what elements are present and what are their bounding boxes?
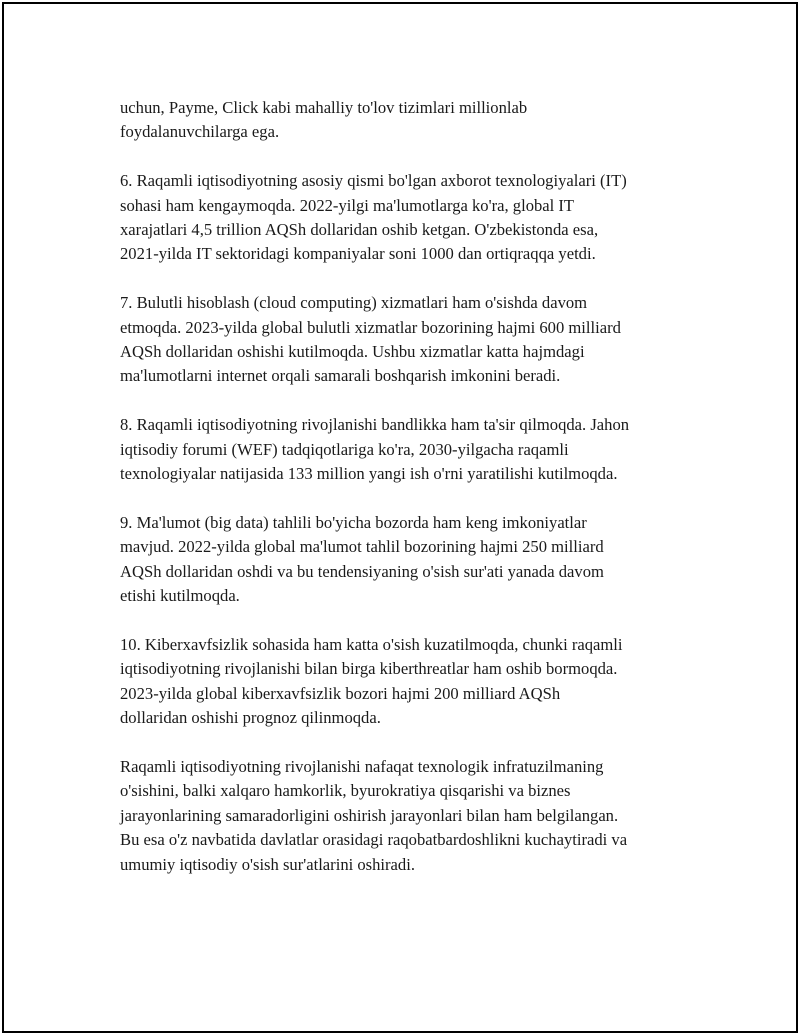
text-line: AQSh dollaridan oshishi kutilmoqda. Ushbu xizmatlar katta hajmdagi [120, 342, 585, 362]
paragraph-item-10 [120, 633, 700, 731]
paragraph-item-7 [120, 291, 700, 389]
text-line: dollaridan oshishi prognoz qilinmoqda. [120, 708, 381, 728]
document-body [120, 96, 700, 901]
text-line: texnologiyalar natijasida 133 million yangi ish o'rni yaratilishi kutilmoqda. [120, 464, 618, 484]
text-line: mavjud. 2022-yilda global ma'lumot tahlil bozorining hajmi 250 milliard [120, 537, 604, 557]
paragraph-item-6 [120, 169, 700, 267]
text-line: 2021-yilda IT sektoridagi kompaniyalar soni 1000 dan ortiqraqqa yetdi. [120, 244, 596, 264]
text-line: 6. Raqamli iqtisodiyotning asosiy qismi bo'lgan axborot texnologiyalari (IT) [120, 171, 627, 191]
text-line: iqtisodiy forumi (WEF) tadqiqotlariga ko'ra, 2030-yilgacha raqamli [120, 439, 569, 459]
paragraph-item-9 [120, 511, 700, 609]
text-line: umumiy iqtisodiy o'sish sur'atlarini oshiradi. [120, 854, 415, 874]
text-line: jarayonlarining samaradorligini oshirish jarayonlari bilan ham belgilangan. [120, 805, 619, 825]
text-line: Bu esa o'z navbatida davlatlar orasidagi raqobatbardoshlikni kuchaytiradi va [120, 830, 628, 850]
page-frame [2, 2, 798, 1033]
text-line: AQSh dollaridan oshdi va bu tendensiyaning o'sish sur'ati yanada davom [120, 561, 604, 581]
text-line: etishi kutilmoqda. [120, 586, 240, 606]
text-line: ma'lumotlarni internet orqali samarali boshqarish imkonini beradi. [120, 366, 561, 386]
text-line: 8. Raqamli iqtisodiyotning rivojlanishi bandlikka ham ta'sir qilmoqda. Jahon [120, 415, 630, 435]
paragraph-conclusion [120, 755, 700, 877]
text-line: etmoqda. 2023-yilda global bulutli xizmatlar bozorining hajmi 600 milliard [120, 317, 621, 337]
paragraph-item-8 [120, 413, 700, 486]
text-line: sohasi ham kengaymoqda. 2022-yilgi ma'lumotlarga ko'ra, global IT [120, 195, 575, 215]
text-line: 7. Bulutli hisoblash (cloud computing) xizmatlari ham o'sishda davom [120, 293, 588, 313]
text-line: uchun, Payme, Click kabi mahalliy to'lov tizimlari millionlab [120, 98, 528, 117]
text-line: 2023-yilda global kiberxavfsizlik bozori hajmi 200 milliard AQSh [120, 683, 561, 703]
text-line: Raqamli iqtisodiyotning rivojlanishi nafaqat texnologik infratuzilmaning [120, 756, 604, 776]
text-line: 9. Ma'lumot (big data) tahlili bo'yicha bozorda ham keng imkoniyatlar [120, 512, 587, 532]
text-line: iqtisodiyotning rivojlanishi bilan birga kiberthreatlar ham oshib bormoqda. [120, 659, 618, 679]
text-line: foydalanuvchilarga ega. [120, 122, 280, 142]
text-line: xarajatlari 4,5 trillion AQSh dollaridan oshib ketgan. O'zbekistonda esa, [120, 220, 599, 240]
paragraph-continuation [120, 96, 700, 145]
text-line: o'sishini, balki xalqaro hamkorlik, byurokratiya qisqarishi va biznes [120, 781, 571, 801]
text-line: 10. Kiberxavfsizlik sohasida ham katta o'sish kuzatilmoqda, chunki raqamli [120, 634, 623, 654]
